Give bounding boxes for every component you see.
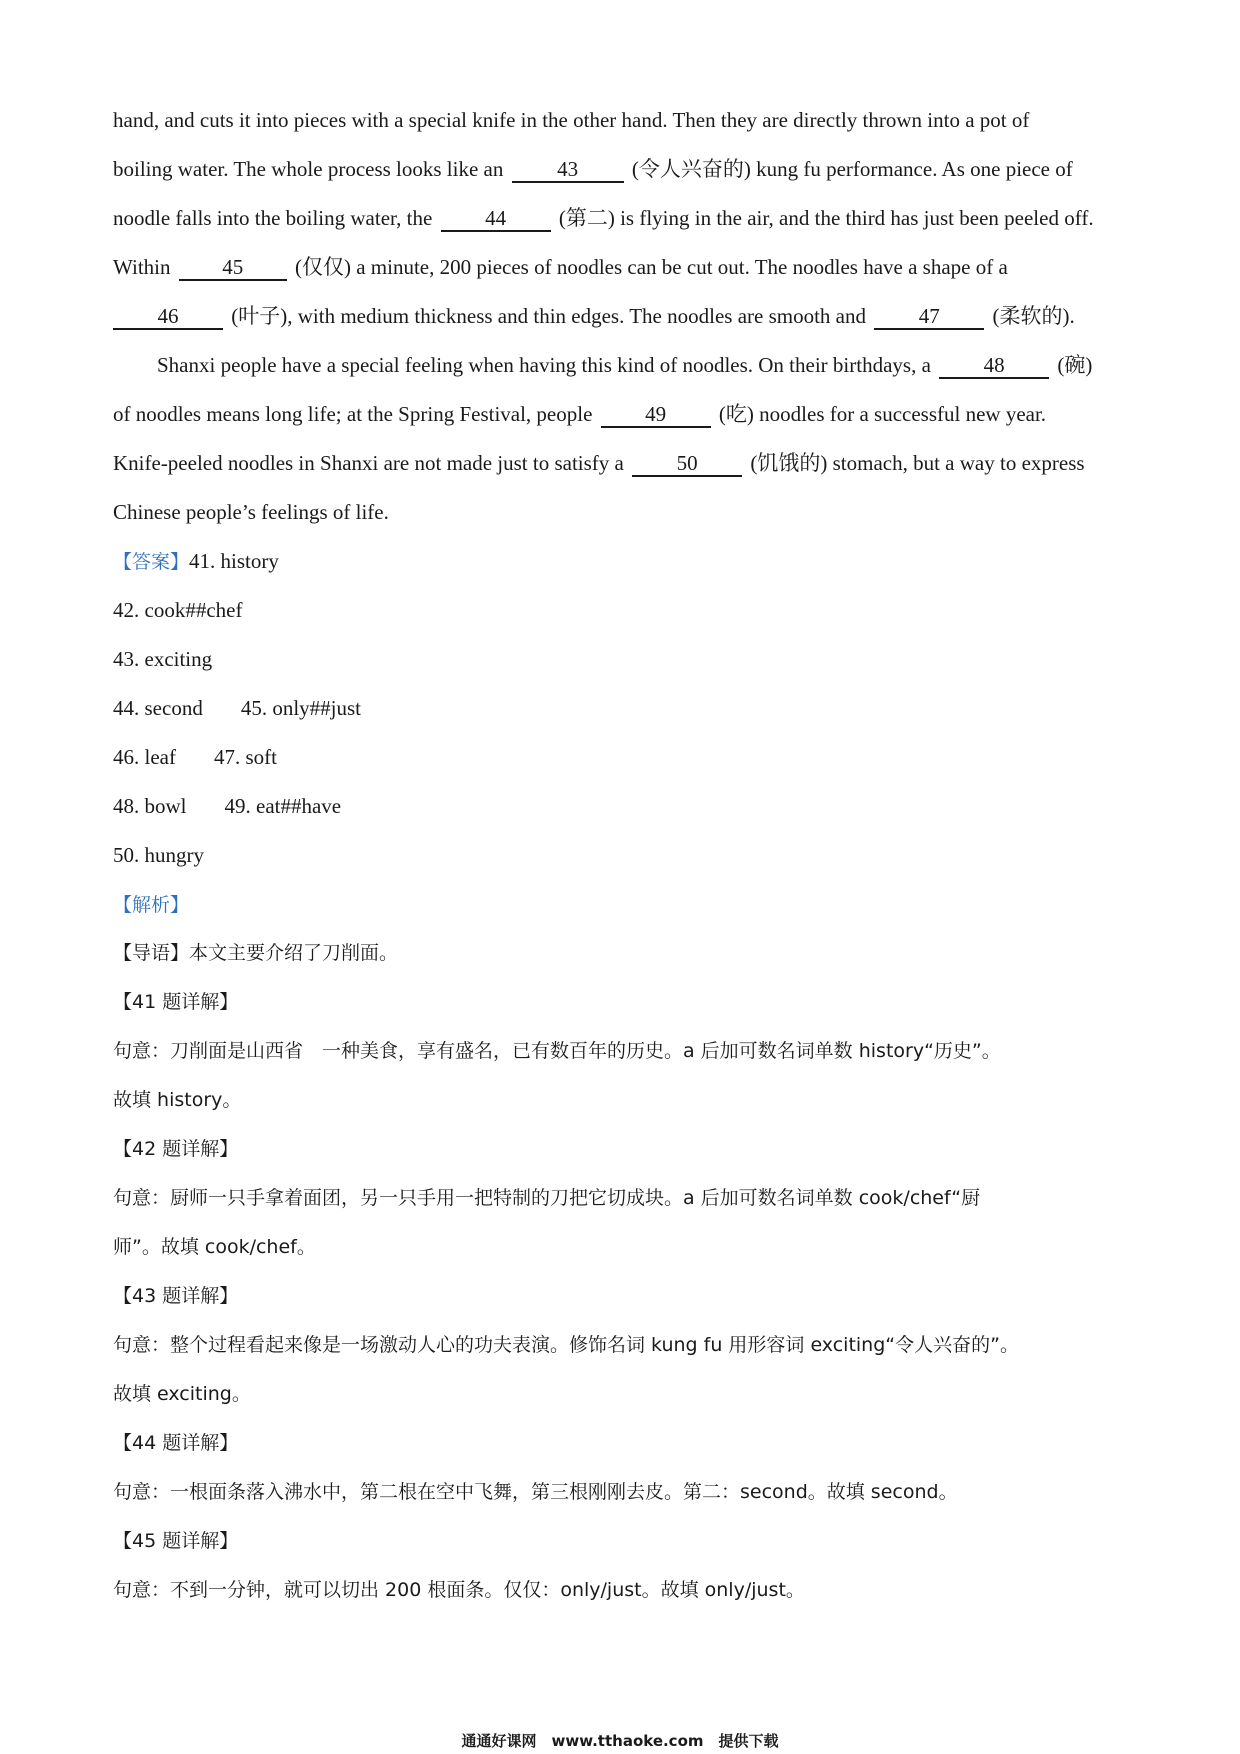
passage-line — [113, 243, 1128, 292]
passage-line — [113, 341, 1128, 390]
analysis-line — [113, 1566, 1128, 1615]
analysis-line — [113, 1517, 1128, 1566]
analysis-line — [113, 929, 1128, 978]
answer-50: 50. hungry — [113, 843, 204, 867]
answer-42: 42. cook##chef — [113, 598, 243, 622]
passage-text: Within — [113, 255, 171, 279]
passage-text: noodle falls into the boiling water, the — [113, 206, 433, 230]
page-footer: 通通好课网 www.tthaoke.com 提供下载 — [461, 1732, 779, 1750]
analysis-text: 故填 history。 — [113, 1089, 242, 1111]
answer-line — [113, 586, 1128, 635]
analysis-heading-43: 【43 题详解】 — [113, 1285, 239, 1307]
analysis-line — [113, 1223, 1128, 1272]
passage-text: hand, and cuts it into pieces with a special knife in the other hand. Then they are directly thrown into a pot of — [113, 108, 1030, 132]
answer-43: 43. exciting — [113, 647, 213, 671]
answer-line — [113, 537, 1128, 586]
answer-41: 41. history — [189, 549, 279, 573]
passage-line — [113, 292, 1128, 341]
analysis-line — [113, 880, 1128, 929]
passage-text: Shanxi people have a special feeling when having this kind of noodles. On their birthdays, a — [157, 353, 931, 377]
document-page — [113, 96, 1128, 1615]
passage-line — [113, 390, 1128, 439]
passage-text: boiling water. The whole process looks like an — [113, 157, 504, 181]
analysis-line — [113, 1419, 1128, 1468]
blank-44: 44 — [441, 206, 551, 232]
passage-text: (仅仅) a minute, 200 pieces of noodles can be cut out. The noodles have a shape of a — [294, 255, 1008, 279]
analysis-text: 句意：厨师一只手拿着面团，另一只手用一把特制的刀把它切成块。a 后加可数名词单数 cook/chef“厨 — [113, 1187, 981, 1209]
passage-text: (第二) is flying in the air, and the third has just been peeled off. — [558, 206, 1094, 230]
blank-46: 46 — [113, 304, 223, 330]
analysis-intro: 【导语】本文主要介绍了刀削面。 — [113, 942, 399, 964]
blank-45: 45 — [179, 255, 287, 281]
answer-line — [113, 782, 1128, 831]
answer-47: 47. soft — [213, 745, 277, 769]
answer-line — [113, 733, 1128, 782]
blank-47: 47 — [874, 304, 984, 330]
passage-line — [113, 96, 1128, 145]
analysis-text: 句意：刀削面是山西省 一种美食，享有盛名，已有数百年的历史。a 后加可数名词单数 history“历史”。 — [113, 1040, 1001, 1062]
answer-line — [113, 831, 1128, 880]
blank-50: 50 — [632, 451, 742, 477]
blank-49: 49 — [601, 402, 711, 428]
blank-43: 43 — [512, 157, 624, 183]
answer-45: 45. only##just — [240, 696, 362, 720]
passage-line — [113, 439, 1128, 488]
passage-text: (令人兴奋的) kung fu performance. As one piece of — [631, 157, 1073, 181]
analysis-line — [113, 1272, 1128, 1321]
analysis-line — [113, 1027, 1128, 1076]
analysis-line — [113, 1076, 1128, 1125]
analysis-text: 句意：一根面条落入沸水中，第二根在空中飞舞，第三根刚刚去皮。第二：second。故填 second。 — [113, 1481, 958, 1503]
passage-text: (吃) noodles for a successful new year. — [718, 402, 1047, 426]
answer-48: 48. bowl — [113, 794, 187, 818]
analysis-heading-44: 【44 题详解】 — [113, 1432, 239, 1454]
analysis-text: 师”。故填 cook/chef。 — [113, 1236, 316, 1258]
passage-line — [113, 145, 1128, 194]
analysis-line — [113, 978, 1128, 1027]
analysis-text: 故填 exciting。 — [113, 1383, 251, 1405]
answer-44: 44. second — [113, 696, 203, 720]
passage-line — [113, 488, 1128, 537]
answer-line — [113, 635, 1128, 684]
blank-48: 48 — [939, 353, 1049, 379]
analysis-line — [113, 1174, 1128, 1223]
passage-text: of noodles means long life; at the Spring Festival, people — [113, 402, 593, 426]
passage-text: (饥饿的) stomach, but a way to express — [750, 451, 1085, 475]
passage-text: (碗) — [1057, 353, 1093, 377]
answer-49: 49. eat##have — [224, 794, 342, 818]
answer-46: 46. leaf — [113, 745, 176, 769]
answer-line — [113, 684, 1128, 733]
passage-text: Chinese people’s feelings of life. — [113, 500, 389, 524]
passage-text: (柔软的). — [992, 304, 1075, 328]
analysis-tag: 【解析】 — [113, 894, 190, 916]
answer-tag: 【答案】 — [113, 551, 190, 573]
analysis-line — [113, 1321, 1128, 1370]
analysis-text: 句意：整个过程看起来像是一场激动人心的功夫表演。修饰名词 kung fu 用形容词 exciting“令人兴奋的”。 — [113, 1334, 1019, 1356]
analysis-line — [113, 1370, 1128, 1419]
passage-line — [113, 194, 1128, 243]
analysis-text: 句意：不到一分钟，就可以切出 200 根面条。仅仅：only/just。故填 only/just。 — [113, 1579, 805, 1601]
analysis-line — [113, 1468, 1128, 1517]
analysis-heading-42: 【42 题详解】 — [113, 1138, 239, 1160]
analysis-heading-45: 【45 题详解】 — [113, 1530, 239, 1552]
passage-text: (叶子), with medium thickness and thin edges. The noodles are smooth and — [231, 304, 866, 328]
analysis-heading-41: 【41 题详解】 — [113, 991, 239, 1013]
passage-text: Knife-peeled noodles in Shanxi are not made just to satisfy a — [113, 451, 624, 475]
analysis-line — [113, 1125, 1128, 1174]
